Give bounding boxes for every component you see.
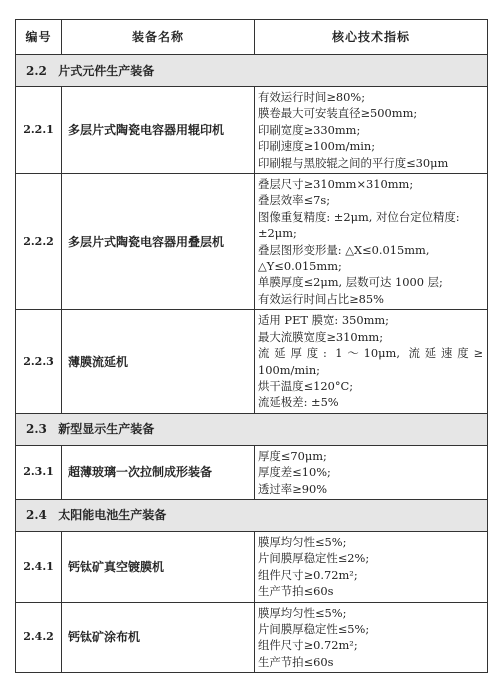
spec-line: 透过率≥90% bbox=[258, 481, 328, 496]
spec-line: 生产节拍≤60s bbox=[258, 654, 334, 669]
spec-line: 流延极差: ±5% bbox=[258, 395, 339, 410]
row-name: 超薄玻璃一次拉制成形装备 bbox=[62, 445, 255, 499]
section-number: 2.2 bbox=[26, 63, 47, 78]
spec-line: ±2μm; bbox=[258, 226, 297, 241]
row-name: 多层片式陶瓷电容器用辊印机 bbox=[62, 87, 255, 174]
spec-line: 流延厚度: 1～10μm, 流延速度≥ bbox=[258, 346, 483, 361]
spec-line: 图像重复精度: ±2μm, 对位台定位精度: bbox=[258, 209, 460, 224]
spec-line: 膜卷最大可安装直径≥500mm; bbox=[258, 106, 418, 121]
table-row bbox=[16, 174, 488, 310]
row-code: 2.4.2 bbox=[16, 602, 62, 673]
spec-line: 最大流膜宽度≥310mm; bbox=[258, 329, 384, 344]
section-2-2 bbox=[16, 55, 488, 414]
header-code: 编号 bbox=[16, 20, 62, 55]
spec-line: 片间膜厚稳定性≤2%; bbox=[258, 551, 370, 566]
header-name: 装备名称 bbox=[62, 20, 255, 55]
section-title: 片式元件生产装备 bbox=[58, 63, 155, 78]
spec-line: 组件尺寸≥0.72m²; bbox=[258, 567, 358, 582]
spec-line: 片间膜厚稳定性≤5%; bbox=[258, 621, 370, 636]
equipment-spec-table bbox=[15, 19, 488, 673]
table-row bbox=[16, 445, 488, 499]
table-row bbox=[16, 310, 488, 413]
spec-line: 厚度差≤10%; bbox=[258, 465, 331, 480]
row-name: 钙钛矿真空镀膜机 bbox=[62, 531, 255, 602]
section-row bbox=[16, 413, 488, 445]
spec-line: 生产节拍≤60s bbox=[258, 584, 334, 599]
section-heading bbox=[16, 499, 488, 531]
header-row bbox=[16, 20, 488, 55]
row-code: 2.2.1 bbox=[16, 87, 62, 174]
section-title: 新型显示生产装备 bbox=[58, 422, 155, 437]
row-code: 2.2.2 bbox=[16, 174, 62, 310]
section-2-3 bbox=[16, 413, 488, 499]
section-number: 2.4 bbox=[26, 508, 47, 523]
row-specs bbox=[255, 602, 488, 673]
spec-line: 叠层效率≤7s; bbox=[258, 193, 331, 208]
spec-line: 组件尺寸≥0.72m²; bbox=[258, 638, 358, 653]
section-heading bbox=[16, 413, 488, 445]
spec-line: 叠层尺寸≥310mm×310mm; bbox=[258, 177, 414, 192]
spec-line: 叠层图形变形量: △X≤0.015mm, bbox=[258, 242, 430, 257]
section-row bbox=[16, 499, 488, 531]
row-specs bbox=[255, 87, 488, 174]
spec-line: 印刷辊与黑胶辊之间的平行度≤30μm bbox=[258, 155, 449, 170]
spec-line: 膜厚均匀性≤5%; bbox=[258, 605, 347, 620]
section-row bbox=[16, 55, 488, 87]
row-specs bbox=[255, 531, 488, 602]
row-name: 钙钛矿涂布机 bbox=[62, 602, 255, 673]
table-row bbox=[16, 531, 488, 602]
row-code: 2.4.1 bbox=[16, 531, 62, 602]
section-heading bbox=[16, 55, 488, 87]
spec-line: 适用 PET 膜宽: 350mm; bbox=[258, 313, 390, 328]
row-name: 多层片式陶瓷电容器用叠层机 bbox=[62, 174, 255, 310]
spec-line: △Y≤0.015mm; bbox=[258, 259, 342, 274]
spec-line: 厚度≤70μm; bbox=[258, 448, 327, 463]
spec-line: 有效运行时间占比≥85% bbox=[258, 291, 384, 306]
spec-line: 100m/min; bbox=[258, 362, 320, 377]
section-title: 太阳能电池生产装备 bbox=[58, 508, 167, 523]
spec-line: 烘干温度≤120°C; bbox=[258, 378, 354, 393]
header-spec: 核心技术指标 bbox=[255, 20, 488, 55]
spec-line: 印刷速度≥100m/min; bbox=[258, 139, 376, 154]
table-row bbox=[16, 87, 488, 174]
row-code: 2.3.1 bbox=[16, 445, 62, 499]
spec-line: 有效运行时间≥80%; bbox=[258, 90, 366, 104]
row-specs bbox=[255, 310, 488, 413]
section-number: 2.3 bbox=[26, 422, 47, 437]
spec-line: 单膜厚度≤2μm, 层数可达 1000 层; bbox=[258, 275, 443, 290]
section-2-4 bbox=[16, 499, 488, 672]
row-specs bbox=[255, 445, 488, 499]
spec-line: 膜厚均匀性≤5%; bbox=[258, 534, 347, 549]
spec-line: 印刷宽度≥330mm; bbox=[258, 122, 361, 137]
row-name: 薄膜流延机 bbox=[62, 310, 255, 413]
row-specs bbox=[255, 174, 488, 310]
row-code: 2.2.3 bbox=[16, 310, 62, 413]
table-row bbox=[16, 602, 488, 673]
